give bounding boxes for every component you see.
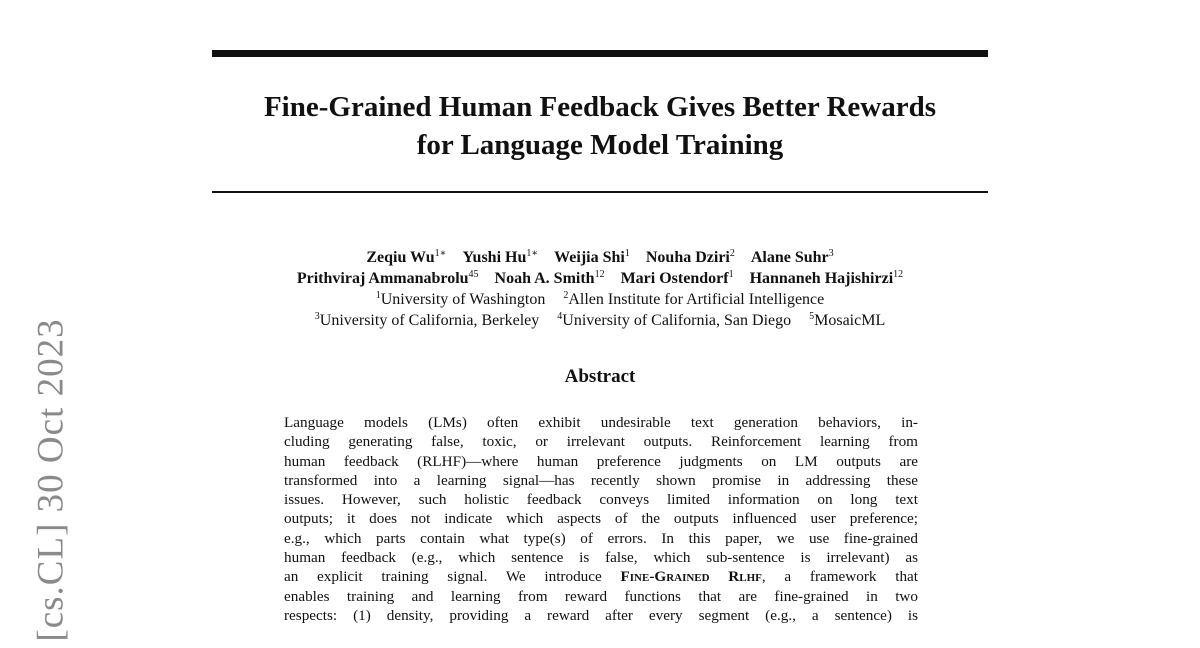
- author: Alane Suhr$^3$: [750, 248, 834, 266]
- title-top-rule: [212, 50, 988, 57]
- authors-line-2: [150, 268, 1050, 289]
- abstract-body: [284, 413, 918, 625]
- author: Prithviraj Ammanabrolu$^{45}$: [296, 269, 479, 287]
- abstract-line: issues. However, such holistic feedback conveys limited information on long text: [284, 491, 918, 509]
- author: Zeqiu $Wu^{1∗}$: [366, 248, 447, 266]
- abstract-line: an explicit training signal. We introduce Fine-Grained Rlhf, a framework that: [284, 568, 919, 586]
- arxiv-stamp: [cs.CL] 30 Oct 2023: [30, 318, 72, 642]
- title-bottom-rule: [212, 191, 988, 193]
- abstract-line: transformed into a learning signal—has recently shown promise in addressing these: [284, 471, 918, 489]
- abstract-line: human feedback (e.g., which sentence is false, which sub-sentence is irrelevant) as: [284, 549, 918, 567]
- author: Weijia Shi$^1$: [554, 248, 630, 266]
- method-name: Fine-Grained Rlhf: [620, 568, 762, 586]
- author: Noah A. Smith$^{12}$: [494, 269, 605, 287]
- author: Yushi $Hu^{1∗}$: [462, 248, 539, 266]
- affiliation: $^2$Allen Institute for Artificial Intelligence: [563, 290, 825, 308]
- paper-title: [200, 88, 1000, 164]
- title-line-2: for Language Model Training: [416, 129, 784, 161]
- authors-line-1: [150, 247, 1050, 268]
- abstract-line: enables training and learning from reward functions that are fine-grained in two: [284, 587, 918, 605]
- title-line-1: Fine-Grained Human Feedback Gives Better Rewards: [263, 91, 937, 123]
- author: Nouha Dziri$^2$: [645, 248, 735, 266]
- affiliations-line-2: [150, 310, 1050, 331]
- affiliation: $^3$University of California, Berkeley: [314, 311, 540, 329]
- affiliation: $^5$MosaicML: [809, 311, 886, 329]
- abstract-line: respects: (1) density, providing a reward after every segment (e.g., a sentence) is: [284, 606, 918, 624]
- abstract-line: e.g., which parts contain what type(s) of errors. In this paper, we use fine-grained: [284, 529, 918, 547]
- author-block: [150, 247, 1050, 331]
- author: Mari Ostendorf$^1$: [620, 269, 734, 287]
- abstract-heading: Abstract: [564, 366, 636, 387]
- abstract-line: outputs; it does not indicate which aspects of the outputs influenced user preference;: [284, 510, 918, 528]
- affiliation: $^4$University of California, San Diego: [557, 311, 792, 329]
- abstract-line: human feedback (RLHF)—where human preference judgments on LM outputs are: [284, 452, 918, 470]
- affiliations-line-1: [150, 289, 1050, 310]
- affiliation: $^1$University of Washington: [375, 290, 546, 308]
- abstract-line: Language models (LMs) often exhibit undesirable text generation behaviors, in-: [284, 414, 918, 431]
- author: Hannaneh Hajishirzi$^{12}$: [749, 269, 904, 287]
- abstract-line: cluding generating false, toxic, or irrelevant outputs. Reinforcement learning from: [284, 433, 918, 451]
